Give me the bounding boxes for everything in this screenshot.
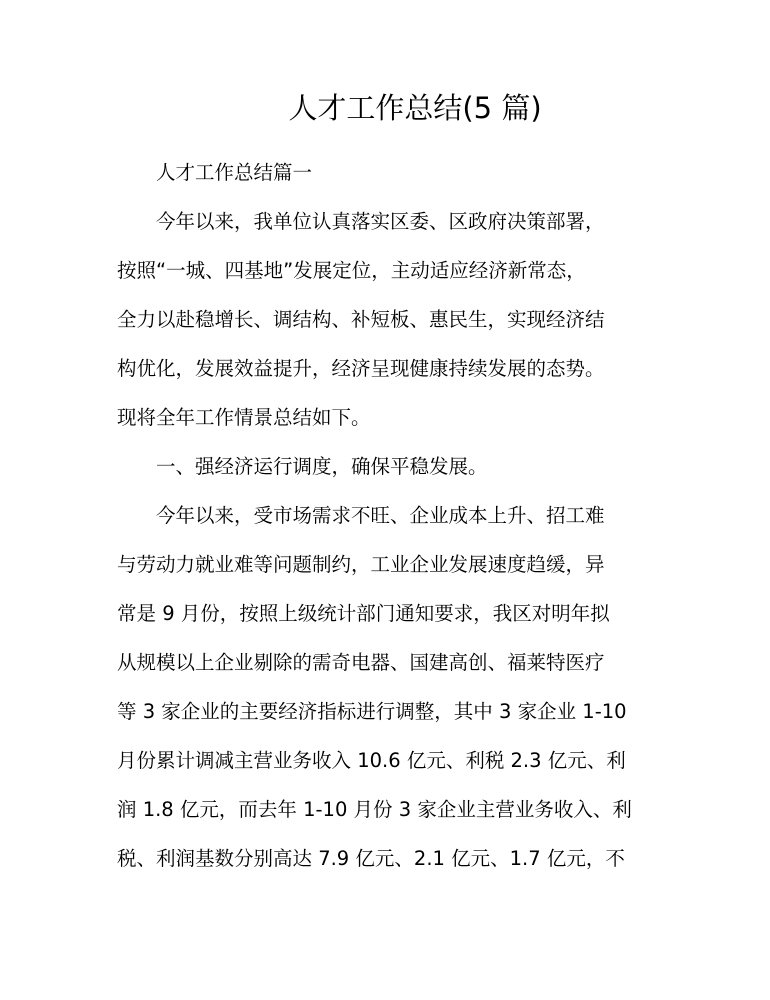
- text-line: 今年以来，受市场需求不旺、企业成本上升、招工难: [156, 504, 605, 527]
- text-line: 今年以来，我单位认真落实区委、区政府决策部署，: [156, 210, 605, 233]
- text-line: 与劳动力就业难等问题制约，工业企业发展速度趋缓，异: [117, 553, 605, 576]
- text-line: 等 3 家企业的主要经济指标进行调整，其中 3 家企业 1-10: [117, 700, 627, 723]
- text-line: 按照“一城、四基地”发展定位，主动适应经济新常态，: [117, 259, 586, 282]
- text-line: 月份累计调减主营业务收入 10.6 亿元、利税 2.3 亿元、利: [117, 749, 626, 772]
- text-line: 人才工作总结篇一: [156, 161, 313, 184]
- text-line: 现将全年工作情景总结如下。: [117, 406, 371, 429]
- text-line: 从规模以上企业剔除的需奇电器、国建高创、福莱特医疗: [117, 651, 605, 674]
- document-title: 人才工作总结(5 篇): [288, 91, 542, 125]
- text-line: 润 1.8 亿元，而去年 1-10 月份 3 家企业主营业务收入、利: [117, 798, 632, 821]
- text-line: 常是 9 月份，按照上级统计部门通知要求，我区对明年拟: [117, 602, 610, 625]
- text-line: 构优化，发展效益提升，经济呈现健康持续发展的态势。: [117, 357, 605, 380]
- document-body: [117, 148, 657, 883]
- text-line: 全力以赴稳增长、调结构、补短板、惠民生，实现经济结: [117, 308, 605, 331]
- text-line: 一、强经济运行调度，确保平稳发展。: [156, 455, 488, 478]
- text-line: 税、利润基数分别高达 7.9 亿元、2.1 亿元、1.7 亿元，不: [117, 847, 625, 870]
